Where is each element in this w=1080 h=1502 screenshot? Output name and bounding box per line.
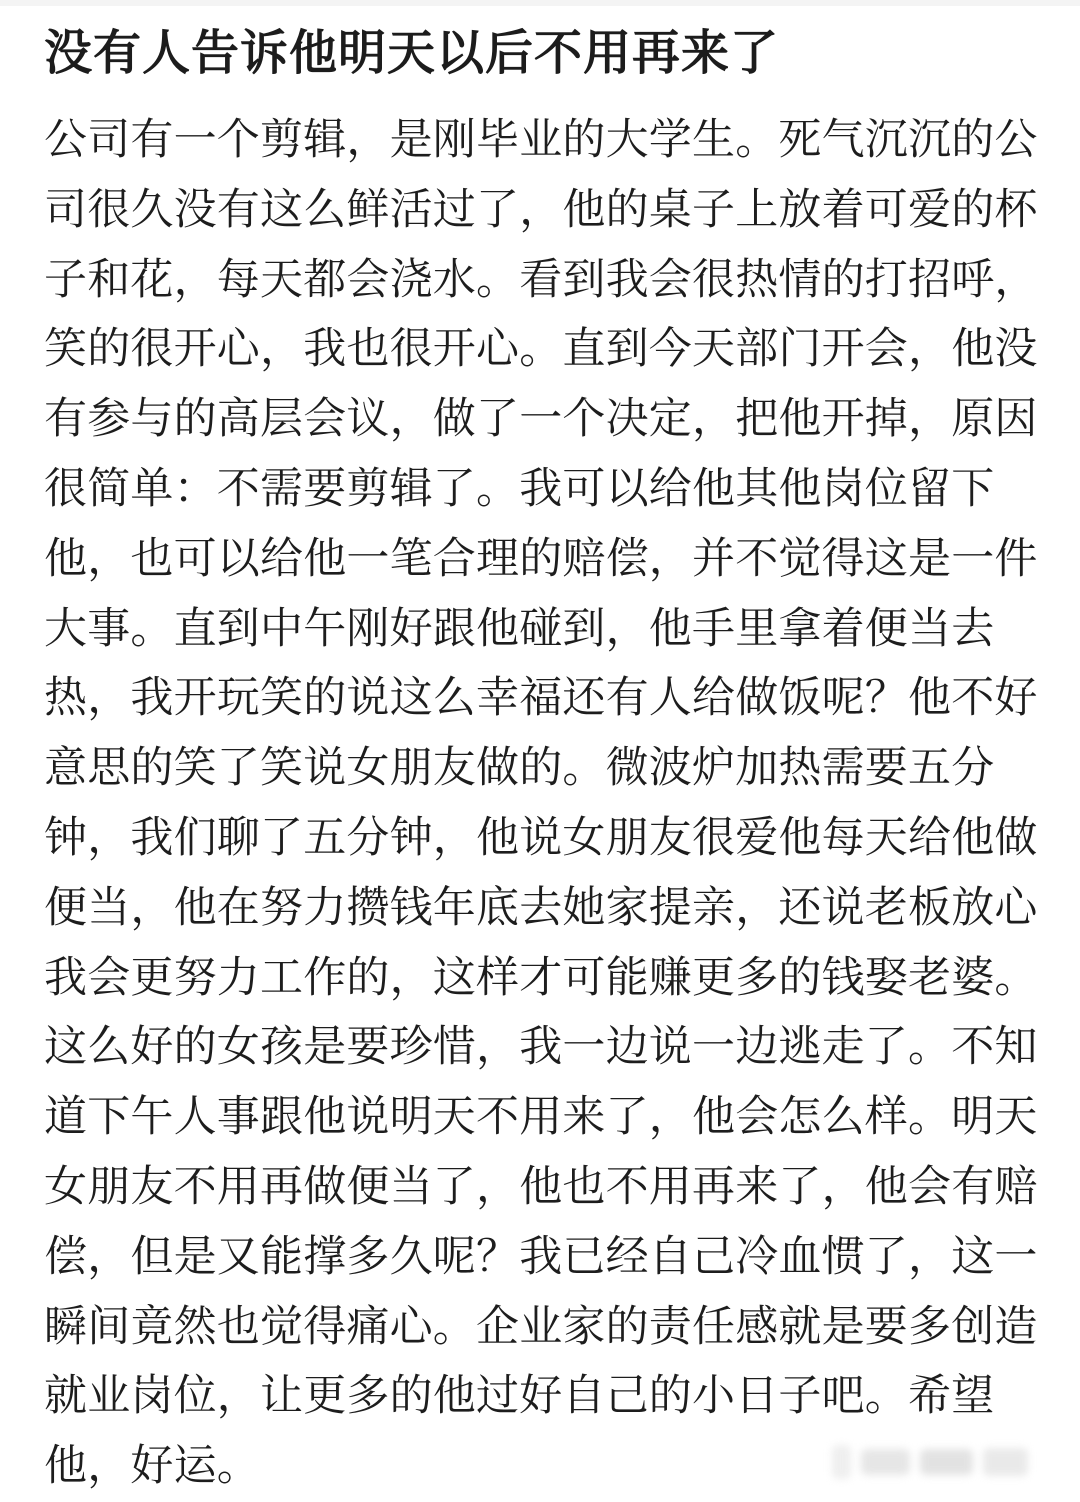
watermark	[832, 1441, 1028, 1483]
text-line: 就业岗位，让更多的他过好自己的小日子吧。希望	[44, 1372, 995, 1421]
text-line: 子和花，每天都会浇水。看到我会很热情的打招呼，	[44, 255, 1038, 304]
text-line: 道下午人事跟他说明天不用来了，他会怎么样。明天	[44, 1093, 1038, 1142]
text-line: 我会更努力工作的，这样才可能赚更多的钱娶老婆。	[44, 953, 1038, 1002]
text-line: 这么好的女孩是要珍惜，我一边说一边逃走了。不知	[44, 1023, 1038, 1072]
text-line: 司很久没有这么鲜活过了，他的桌子上放着可爱的杯	[44, 185, 1038, 234]
page-top-edge	[0, 0, 1080, 6]
watermark-blob	[832, 1445, 851, 1479]
text-line: 他，也可以给他一笔合理的赔偿，并不觉得这是一件	[44, 534, 1038, 583]
text-line: 很简单：不需要剪辑了。我可以给他其他岗位留下	[44, 464, 995, 513]
post-title: 没有人告诉他明天以后不用再来了	[44, 27, 780, 80]
text-line: 大事。直到中午刚好跟他碰到，他手里拿着便当去	[44, 604, 995, 653]
text-line: 意思的笑了笑说女朋友做的。微波炉加热需要五分	[44, 744, 995, 793]
text-line: 笑的很开心，我也很开心。直到今天部门开会，他没	[44, 325, 1038, 374]
text-line: 便当，他在努力攒钱年底去她家提亲，还说老板放心	[44, 883, 1038, 932]
text-line: 热，我开玩笑的说这么幸福还有人给做饭呢？他不好	[44, 674, 1038, 723]
text-line: 钟，我们聊了五分钟，他说女朋友很爱他每天给他做	[44, 813, 1038, 862]
text-line: 有参与的高层会议，做了一个决定，把他开掉，原因	[44, 395, 1038, 444]
watermark-blob	[983, 1448, 1028, 1476]
text-line: 女朋友不用再做便当了，他也不用再来了，他会有赔	[44, 1162, 1038, 1211]
text-line: 瞬间竟然也觉得痛心。企业家的责任感就是要多创造	[44, 1302, 1038, 1351]
post-body	[0, 106, 1080, 1502]
watermark-blob	[920, 1449, 973, 1475]
text-line: 偿，但是又能撑多久呢？我已经自己冷血惯了，这一	[44, 1232, 1038, 1281]
text-line: 公司有一个剪辑，是刚毕业的大学生。死气沉沉的公	[44, 116, 1038, 164]
text-line: 他，好运。	[44, 1442, 260, 1491]
watermark-blob	[861, 1449, 910, 1475]
